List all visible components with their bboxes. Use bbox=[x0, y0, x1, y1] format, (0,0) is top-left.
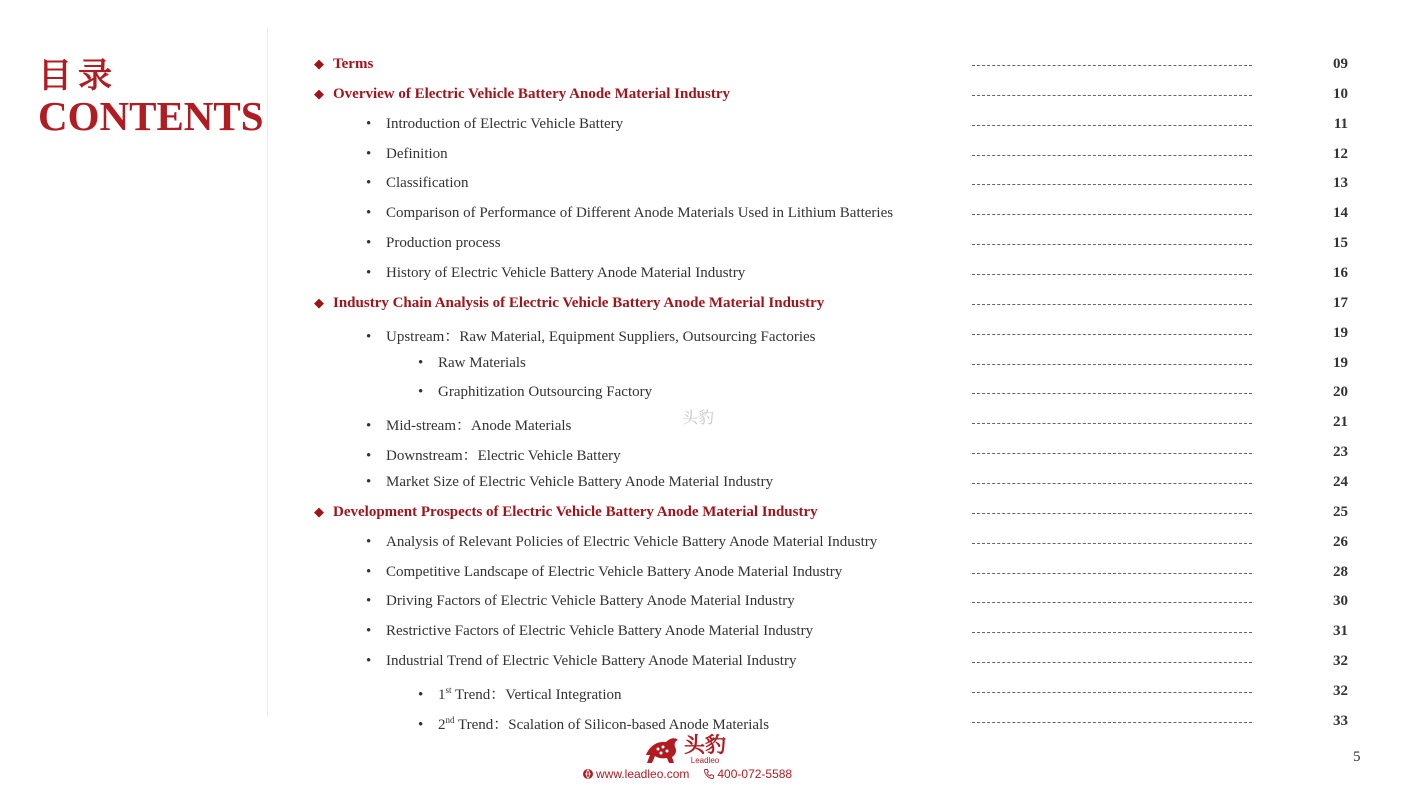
ordinal-suffix: st bbox=[445, 685, 452, 696]
dot-icon: • bbox=[366, 265, 372, 282]
dotted-leader bbox=[972, 125, 1252, 126]
toc-label bbox=[366, 235, 501, 252]
web-icon bbox=[582, 768, 594, 780]
dotted-leader bbox=[972, 722, 1252, 723]
dotted-leader bbox=[972, 95, 1252, 96]
toc-label bbox=[314, 86, 730, 103]
dotted-leader bbox=[972, 65, 1252, 66]
toc-row[interactable] bbox=[0, 199, 1403, 229]
toc-page-number: 30 bbox=[1333, 593, 1348, 610]
toc-label-text: Restrictive Factors of Electric Vehicle Battery Anode Material Industry bbox=[386, 623, 814, 640]
toc-label bbox=[418, 683, 621, 704]
dot-icon: • bbox=[366, 623, 372, 640]
toc-page-number: 12 bbox=[1333, 145, 1348, 162]
dot-icon: • bbox=[366, 328, 372, 345]
toc-row[interactable] bbox=[0, 647, 1403, 677]
toc-page-number: 14 bbox=[1333, 205, 1348, 222]
dotted-leader bbox=[972, 513, 1252, 514]
toc-page-number: 09 bbox=[1333, 56, 1348, 72]
toc-label-text: Upstream：Raw Material, Equipment Suppliers, Outsourcing Factories bbox=[386, 328, 816, 345]
toc-row[interactable] bbox=[0, 378, 1403, 408]
dot-icon: • bbox=[366, 175, 372, 192]
toc-row[interactable] bbox=[0, 259, 1403, 289]
dot-icon: • bbox=[366, 653, 372, 670]
toc-label bbox=[366, 534, 877, 551]
toc-row[interactable] bbox=[0, 677, 1403, 707]
toc-label bbox=[366, 175, 469, 192]
toc-page-number: 17 bbox=[1333, 294, 1348, 311]
toc-row[interactable] bbox=[0, 229, 1403, 259]
toc-row[interactable] bbox=[0, 319, 1403, 349]
toc-label bbox=[366, 444, 621, 465]
dotted-leader bbox=[972, 155, 1252, 156]
dot-icon: • bbox=[366, 115, 372, 132]
toc-label-text: Trend：Vertical Integration bbox=[451, 687, 622, 704]
toc-page-number: 20 bbox=[1333, 384, 1348, 401]
toc-label-text: Competitive Landscape of Electric Vehicle Battery Anode Material Industry bbox=[386, 563, 843, 580]
ordinal-number: 2 bbox=[438, 716, 446, 733]
dot-icon: • bbox=[418, 687, 424, 704]
toc-label-text: Trend：Scalation of Silicon-based Anode Materials bbox=[454, 716, 770, 733]
toc-label-text: Industry Chain Analysis of Electric Vehicle Battery Anode Material Industry bbox=[333, 294, 825, 311]
toc-page-number: 32 bbox=[1333, 653, 1348, 670]
dot-icon: • bbox=[366, 533, 372, 550]
toc-page-number: 31 bbox=[1333, 623, 1348, 640]
toc-label-text: Introduction of Electric Vehicle Battery bbox=[386, 115, 624, 132]
toc-label bbox=[366, 564, 842, 581]
contents-title-cn: 目录 bbox=[38, 56, 118, 96]
phone-icon bbox=[703, 768, 715, 780]
toc-page-number: 32 bbox=[1333, 683, 1348, 700]
toc-label-text: Graphitization Outsourcing Factory bbox=[438, 384, 653, 401]
toc-row[interactable] bbox=[0, 617, 1403, 647]
footer-logo bbox=[644, 733, 726, 765]
toc-label bbox=[366, 474, 773, 491]
dotted-leader bbox=[972, 364, 1252, 365]
toc-row[interactable] bbox=[0, 558, 1403, 588]
watermark: 头豹 bbox=[682, 408, 715, 427]
toc-label-text: Raw Materials bbox=[438, 354, 526, 371]
dotted-leader bbox=[972, 423, 1252, 424]
dotted-leader bbox=[972, 393, 1252, 394]
toc-page-number: 24 bbox=[1333, 474, 1348, 491]
toc-label bbox=[366, 414, 571, 435]
toc-label bbox=[366, 593, 795, 610]
dotted-leader bbox=[972, 334, 1252, 335]
diamond-icon: ◆ bbox=[314, 294, 324, 310]
toc-row[interactable] bbox=[0, 498, 1403, 528]
toc-row[interactable] bbox=[0, 349, 1403, 379]
toc-page-number: 11 bbox=[1333, 115, 1348, 132]
dot-icon: • bbox=[418, 716, 424, 733]
dotted-leader bbox=[972, 274, 1252, 275]
toc-row[interactable] bbox=[0, 528, 1403, 558]
dotted-leader bbox=[972, 573, 1252, 574]
toc-page-number: 25 bbox=[1333, 503, 1348, 520]
toc-label bbox=[418, 384, 652, 401]
toc-page-number: 23 bbox=[1333, 444, 1348, 461]
dotted-leader bbox=[972, 632, 1252, 633]
toc-row[interactable] bbox=[0, 80, 1403, 110]
footer-contact bbox=[582, 767, 792, 781]
dot-icon: • bbox=[366, 474, 372, 491]
dotted-leader bbox=[972, 483, 1252, 484]
dot-icon: • bbox=[366, 235, 372, 252]
toc-label bbox=[314, 504, 818, 521]
diamond-icon: ◆ bbox=[314, 503, 324, 519]
ordinal-suffix: nd bbox=[445, 714, 455, 725]
toc-label bbox=[366, 116, 623, 133]
dot-icon: • bbox=[366, 145, 372, 162]
phone-number: 400-072-5588 bbox=[717, 767, 793, 781]
toc-label-text: Definition bbox=[386, 145, 448, 162]
toc-row[interactable] bbox=[0, 587, 1403, 617]
dotted-leader bbox=[972, 453, 1252, 454]
toc-label-text: Development Prospects of Electric Vehicle Battery Anode Material Industry bbox=[333, 503, 818, 520]
dotted-leader bbox=[972, 692, 1252, 693]
toc-label bbox=[314, 56, 373, 73]
toc-label-text: Overview of Electric Vehicle Battery Anode Material Industry bbox=[333, 85, 731, 102]
toc-label bbox=[366, 146, 448, 163]
diamond-icon: ◆ bbox=[314, 56, 324, 71]
toc-label-text: Industrial Trend of Electric Vehicle Battery Anode Material Industry bbox=[386, 653, 797, 670]
toc-page-number: 19 bbox=[1333, 324, 1348, 341]
toc-row[interactable] bbox=[0, 169, 1403, 199]
dot-icon: • bbox=[366, 448, 372, 465]
toc-page-number: 10 bbox=[1333, 85, 1348, 102]
dotted-leader bbox=[972, 543, 1252, 544]
dot-icon: • bbox=[418, 384, 424, 401]
toc-row[interactable] bbox=[0, 289, 1403, 319]
leopard-logo-icon bbox=[644, 733, 680, 765]
toc-row[interactable] bbox=[0, 140, 1403, 170]
dotted-leader bbox=[972, 304, 1252, 305]
dot-icon: • bbox=[366, 593, 372, 610]
dot-icon: • bbox=[418, 354, 424, 371]
toc-page-number: 26 bbox=[1333, 533, 1348, 550]
dotted-leader bbox=[972, 244, 1252, 245]
dot-icon: • bbox=[366, 563, 372, 580]
toc-label bbox=[418, 355, 526, 372]
toc-label-text: Terms bbox=[333, 56, 374, 72]
toc-page-number: 33 bbox=[1333, 712, 1348, 729]
toc-page-number: 28 bbox=[1333, 563, 1348, 580]
toc-label-text: Analysis of Relevant Policies of Electric Vehicle Battery Anode Material Industry bbox=[386, 533, 878, 550]
dotted-leader bbox=[972, 662, 1252, 663]
website-link[interactable]: www.leadleo.com bbox=[596, 767, 690, 781]
toc-label-text: History of Electric Vehicle Battery Anode Material Industry bbox=[386, 265, 746, 282]
toc-label bbox=[366, 653, 796, 670]
toc-row[interactable] bbox=[0, 468, 1403, 498]
toc-row[interactable] bbox=[0, 110, 1403, 140]
toc-label bbox=[366, 325, 816, 346]
toc-label-text: Production process bbox=[386, 235, 501, 252]
dotted-leader bbox=[972, 602, 1252, 603]
logo-text-cn: 头豹 bbox=[684, 732, 726, 757]
toc-row[interactable] bbox=[0, 50, 1403, 80]
toc-label-text: Driving Factors of Electric Vehicle Battery Anode Material Industry bbox=[386, 593, 795, 610]
toc-page-number: 15 bbox=[1333, 235, 1348, 252]
toc-label-text: Downstream：Electric Vehicle Battery bbox=[386, 448, 621, 465]
toc-label-text: Comparison of Performance of Different Anode Materials Used in Lithium Batteries bbox=[386, 205, 894, 222]
ordinal-number: 1 bbox=[438, 687, 446, 704]
toc-page-number: 21 bbox=[1333, 414, 1348, 431]
toc-label bbox=[418, 713, 769, 734]
toc-page-number: 19 bbox=[1333, 354, 1348, 371]
toc-label bbox=[366, 205, 893, 222]
toc-row[interactable] bbox=[0, 438, 1403, 468]
dotted-leader bbox=[972, 214, 1252, 215]
toc-label-text: Mid-stream：Anode Materials bbox=[386, 418, 572, 435]
slide-number: 5 bbox=[1353, 749, 1361, 765]
toc-label-text: Market Size of Electric Vehicle Battery Anode Material Industry bbox=[386, 474, 774, 491]
dot-icon: • bbox=[366, 205, 372, 222]
dot-icon: • bbox=[366, 418, 372, 435]
dotted-leader bbox=[972, 184, 1252, 185]
diamond-icon: ◆ bbox=[314, 85, 324, 101]
logo-text-en: Leadleo bbox=[690, 755, 720, 765]
toc-label bbox=[314, 295, 824, 312]
contents-title-en: CONTENTS bbox=[38, 93, 264, 139]
toc-label bbox=[366, 265, 745, 282]
toc-page-number: 16 bbox=[1333, 265, 1348, 282]
toc-label bbox=[366, 623, 813, 640]
toc-page-number: 13 bbox=[1333, 175, 1348, 192]
toc-label-text: Classification bbox=[386, 175, 469, 192]
